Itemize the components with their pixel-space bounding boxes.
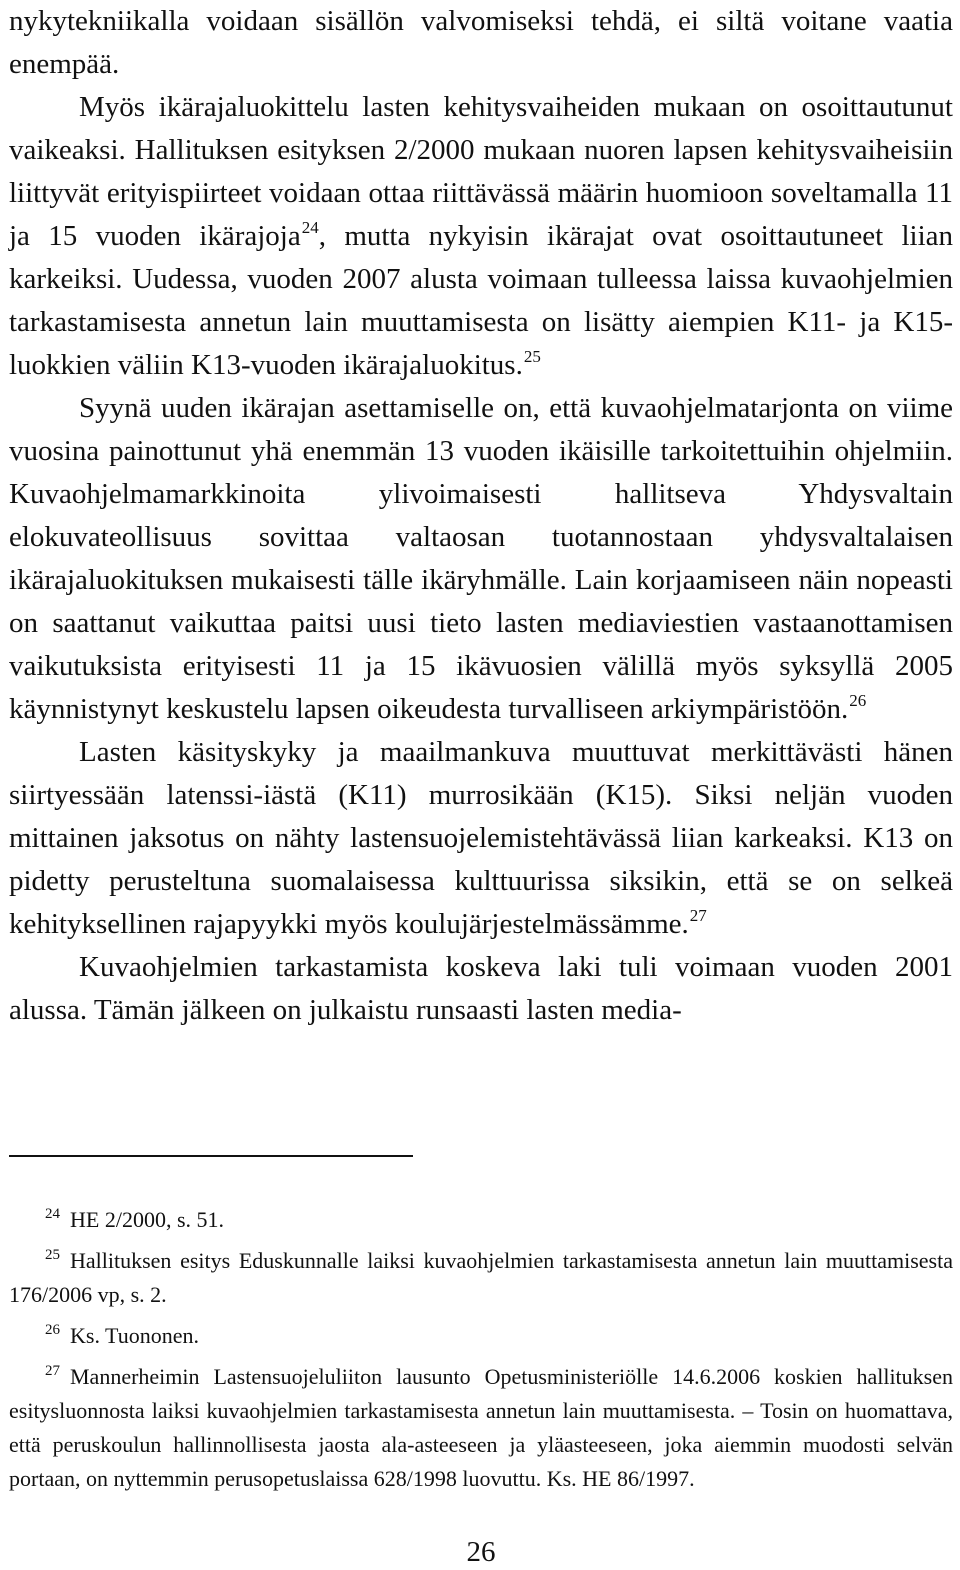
paragraph-text: Syynä uuden ikärajan asettamiselle on, että kuvaohjelmatarjonta on viime vuosina painottunut yhä enemmän 13 vuoden ikäisille tarkoitettuihin ohjelmiin. Kuvaohjelmamarkkinoita ylivoimaisesti hallitseva Yhdysvaltain elokuvateollisuus sovittaa valtaosan tuotannostaan yhdysvaltalaisen ikärajaluokituksen mukaisesti tälle ikäryhmälle. Lain korjaamiseen näin nopeasti on saattanut vaikuttaa paitsi uusi tieto lasten mediaviestien vastaanottamisen vaikutuksista erityisesti 11 ja 15 ikävuosien välillä myös syksyllä 2005 käynnistynyt keskustelu lapsen oikeudesta turvalliseen arkiympäristöön. <box>9 392 953 725</box>
paragraph-text: nykytekniikalla voidaan sisällön valvomiseksi tehdä, ei siltä voitane vaatia enempää. <box>9 5 953 80</box>
footnote-text: Mannerheimin Lastensuojeluliiton lausunto Opetusministeriölle 14.6.2006 koskien hallituksen esitysluonnosta laiksi kuvaohjelmien tarkastamisesta annetun lain muuttamisesta. – Tosin on huomattava, että peruskoulun hallinnollisesta jaosta ala-asteeseen ja yläasteeseen, joka aiemmin muodosti selvän portaan, on nyttemmin perusopetuslaissa 628/1998 luovuttu. Ks. HE 86/1997. <box>9 1364 953 1491</box>
paragraph-text: Myös ikärajaluokittelu lasten kehitysvaiheiden mukaan on osoittautunut vaikeaksi. Hallituksen esityksen 2/2000 mukaan nuoren lapsen kehitysvaiheisiin liittyvät erityispiirteet voidaan ottaa riittävässä määrin huomioon soveltamalla 11 ja 15 vuoden ikärajoja <box>9 91 953 252</box>
footnote-reference[interactable]: 27 <box>689 906 707 925</box>
paragraph <box>9 946 953 1032</box>
footnote: 26 Ks. Tuononen. <box>45 1322 199 1348</box>
footnotes <box>9 1203 953 1503</box>
footnote-text: Ks. Tuononen. <box>70 1323 199 1348</box>
footnote-reference[interactable]: 26 <box>849 691 867 710</box>
footnote-text: Hallituksen esitys Eduskunnalle laiksi kuvaohjelmien tarkastamisesta annetun lain muuttamisesta 176/2006 vp, s. 2. <box>9 1248 953 1307</box>
footnote: 25 Hallituksen esitys Eduskunnalle laiksi kuvaohjelmien tarkastamisesta annetun lain muuttamisesta 176/2006 vp, s. 2. <box>9 1247 953 1307</box>
paragraph-text: Kuvaohjelmien tarkastamista koskeva laki tuli voimaan vuoden 2001 alussa. Tämän jälkeen on julkaistu runsaasti lasten media- <box>9 951 953 1026</box>
footnote-reference[interactable]: 25 <box>523 347 541 366</box>
paragraph-text: , mutta nykyisin ikärajat ovat osoittautuneet liian karkeiksi. Uudessa, vuoden 2007 alusta voimaan tulleessa laissa kuvaohjelmien tarkastamisesta annetun lain muuttamisesta on lisätty aiempien K11- ja K15-luokkien väliin K13-vuoden ikärajaluokitus. <box>9 220 953 381</box>
document-page <box>9 0 953 1570</box>
paragraph <box>9 86 953 387</box>
paragraph <box>9 0 953 86</box>
paragraph <box>9 387 953 731</box>
page-number: 26 <box>466 1536 496 1568</box>
footnote-text: HE 2/2000, s. 51. <box>70 1207 224 1232</box>
footnote-separator <box>9 1155 413 1157</box>
body-text <box>9 0 953 1032</box>
paragraph <box>9 731 953 946</box>
footnote-reference[interactable]: 24 <box>301 218 319 237</box>
footnote: 27 Mannerheimin Lastensuojeluliiton lausunto Opetusministeriölle 14.6.2006 koskien hallituksen esitysluonnosta laiksi kuvaohjelmien tarkastamisesta annetun lain muuttamisesta. – Tosin on huomattava, että peruskoulun hallinnollisesta jaosta ala-asteeseen ja yläasteeseen, joka aiemmin muodosti selvän portaan, on nyttemmin perusopetuslaissa 628/1998 luovuttu. Ks. HE 86/1997. <box>9 1363 953 1491</box>
footnote: 24 HE 2/2000, s. 51. <box>45 1206 224 1232</box>
paragraph-text: Lasten käsityskyky ja maailmankuva muuttuvat merkittävästi hänen siirtyessään latenssi-iästä (K11) murrosikään (K15). Siksi neljän vuoden mittainen jaksotus on nähty lastensuojelemistehtävässä liian karkeaksi. K13 on pidetty perusteltuna suomalaisessa kulttuurissa siksikin, että se on selkeä kehityksellinen rajapyykki myös koulujärjestelmässämme. <box>9 736 953 940</box>
